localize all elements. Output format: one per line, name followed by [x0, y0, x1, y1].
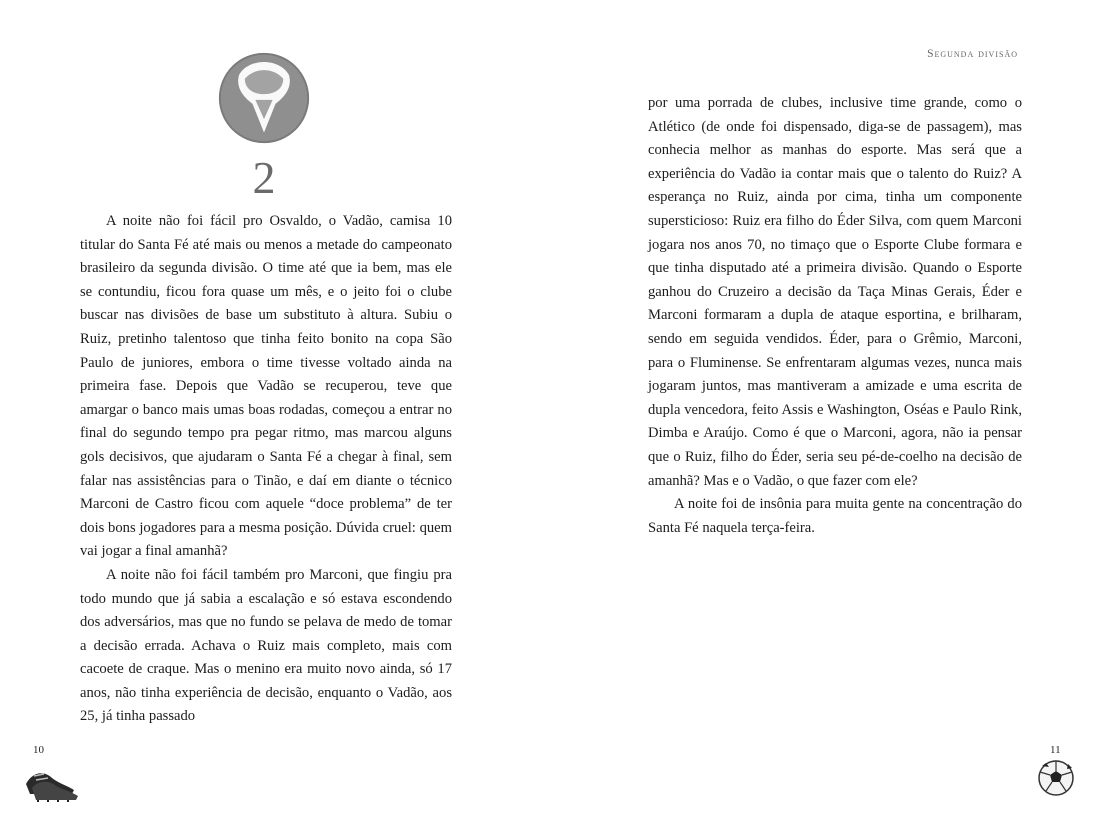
page-number: 10 [33, 744, 44, 756]
chapter-number: 2 [252, 152, 276, 203]
left-text-column [80, 210, 452, 729]
page-number: 11 [1050, 744, 1061, 756]
soccer-ball-icon [1036, 758, 1076, 798]
paragraph: A noite foi de insônia para muita gente na concentração do Santa Fé naquela terça-feira. [648, 496, 1022, 536]
right-page [550, 0, 1100, 825]
right-text-column [648, 92, 1022, 540]
soccer-cleats-icon [22, 762, 82, 802]
paragraph: A noite não foi fácil também pro Marconi, que fingiu pra todo mundo que já sabia a escalação e só estava escondendo dos adversários, mas que no fundo se pelava de medo de tomar a decisão errada. Achava o Ruiz mais completo, mais com cacoete de craque. Mas o menino era muito novo ainda, só 17 anos, não tinha experiência de decisão, enquanto o Vadão, aos 25, já tinha passado [80, 566, 452, 725]
paragraph: A noite não foi fácil pro Osvaldo, o Vadão, camisa 10 titular do Santa Fé até mais ou menos a metade do campeonato brasileiro da segunda divisão. O time até que ia bem, mas ele se contundiu, ficou fora quase um mês, e o jeito foi o clube buscar nas divisões de base um substituto à altura. Subiu o Ruiz, pretinho talentoso que tinha feito bonito na copa São Paulo de juniores, embora o time tivesse voltado ainda na primeira fase. Depois que Vadão se recuperou, teve que amargar o banco mais umas boas rodadas, começou a entrar no final do segundo tempo pra pegar ritmo, mas marcou alguns gols decisivos, que ajudaram o Santa Fé a chegar à final, sem falar nas assistências para o Tinão, e daí em diante o técnico Marconi de Castro ficou com aquele “doce problema” de ter dois bons jogadores para a mesma posição. Dúvida cruel: quem vai jogar a final amanhã? [80, 213, 452, 560]
paragraph: por uma porrada de clubes, inclusive time grande, como o Atlético (de onde foi dispensado, diga-se de passagem), mas conhecia melhor as manhas do esporte. Mas será que a experiência do Vadão ia contar mais que o talento do Ruiz? A esperança no Ruiz, ainda por cima, tinha um componente supersticioso: Ruiz era filho do Éder Silva, com quem Marconi jogara nos anos 70, no timaço que o Esporte Clube formara e que tinha disputado até a primeira divisão. Quando o Esporte ganhou do Cruzeiro a decisão da Taça Minas Gerais, Éder e Marconi formaram a dupla de ataque esportina, e brilharam, sendo em seguida vendidos. Éder, para o Grêmio, Marconi, para o Fluminense. Se enfrentaram algumas vezes, nunca mais jogaram juntos, mas mantiveram a amizade e uma escrita de dupla vencedora, feito Assis e Washington, Oséas e Paulo Rink, Dimba e Araújo. Como é que o Marconi, agora, não ia pensar que o Ruiz, filho do Éder, seria seu pé-de-coelho na decisão de amanhã? Mas e o Vadão, o que fazer com ele? [648, 95, 1022, 489]
running-head: Segunda divisão [927, 48, 1018, 60]
soccer-ball-emblem-icon [216, 50, 312, 146]
